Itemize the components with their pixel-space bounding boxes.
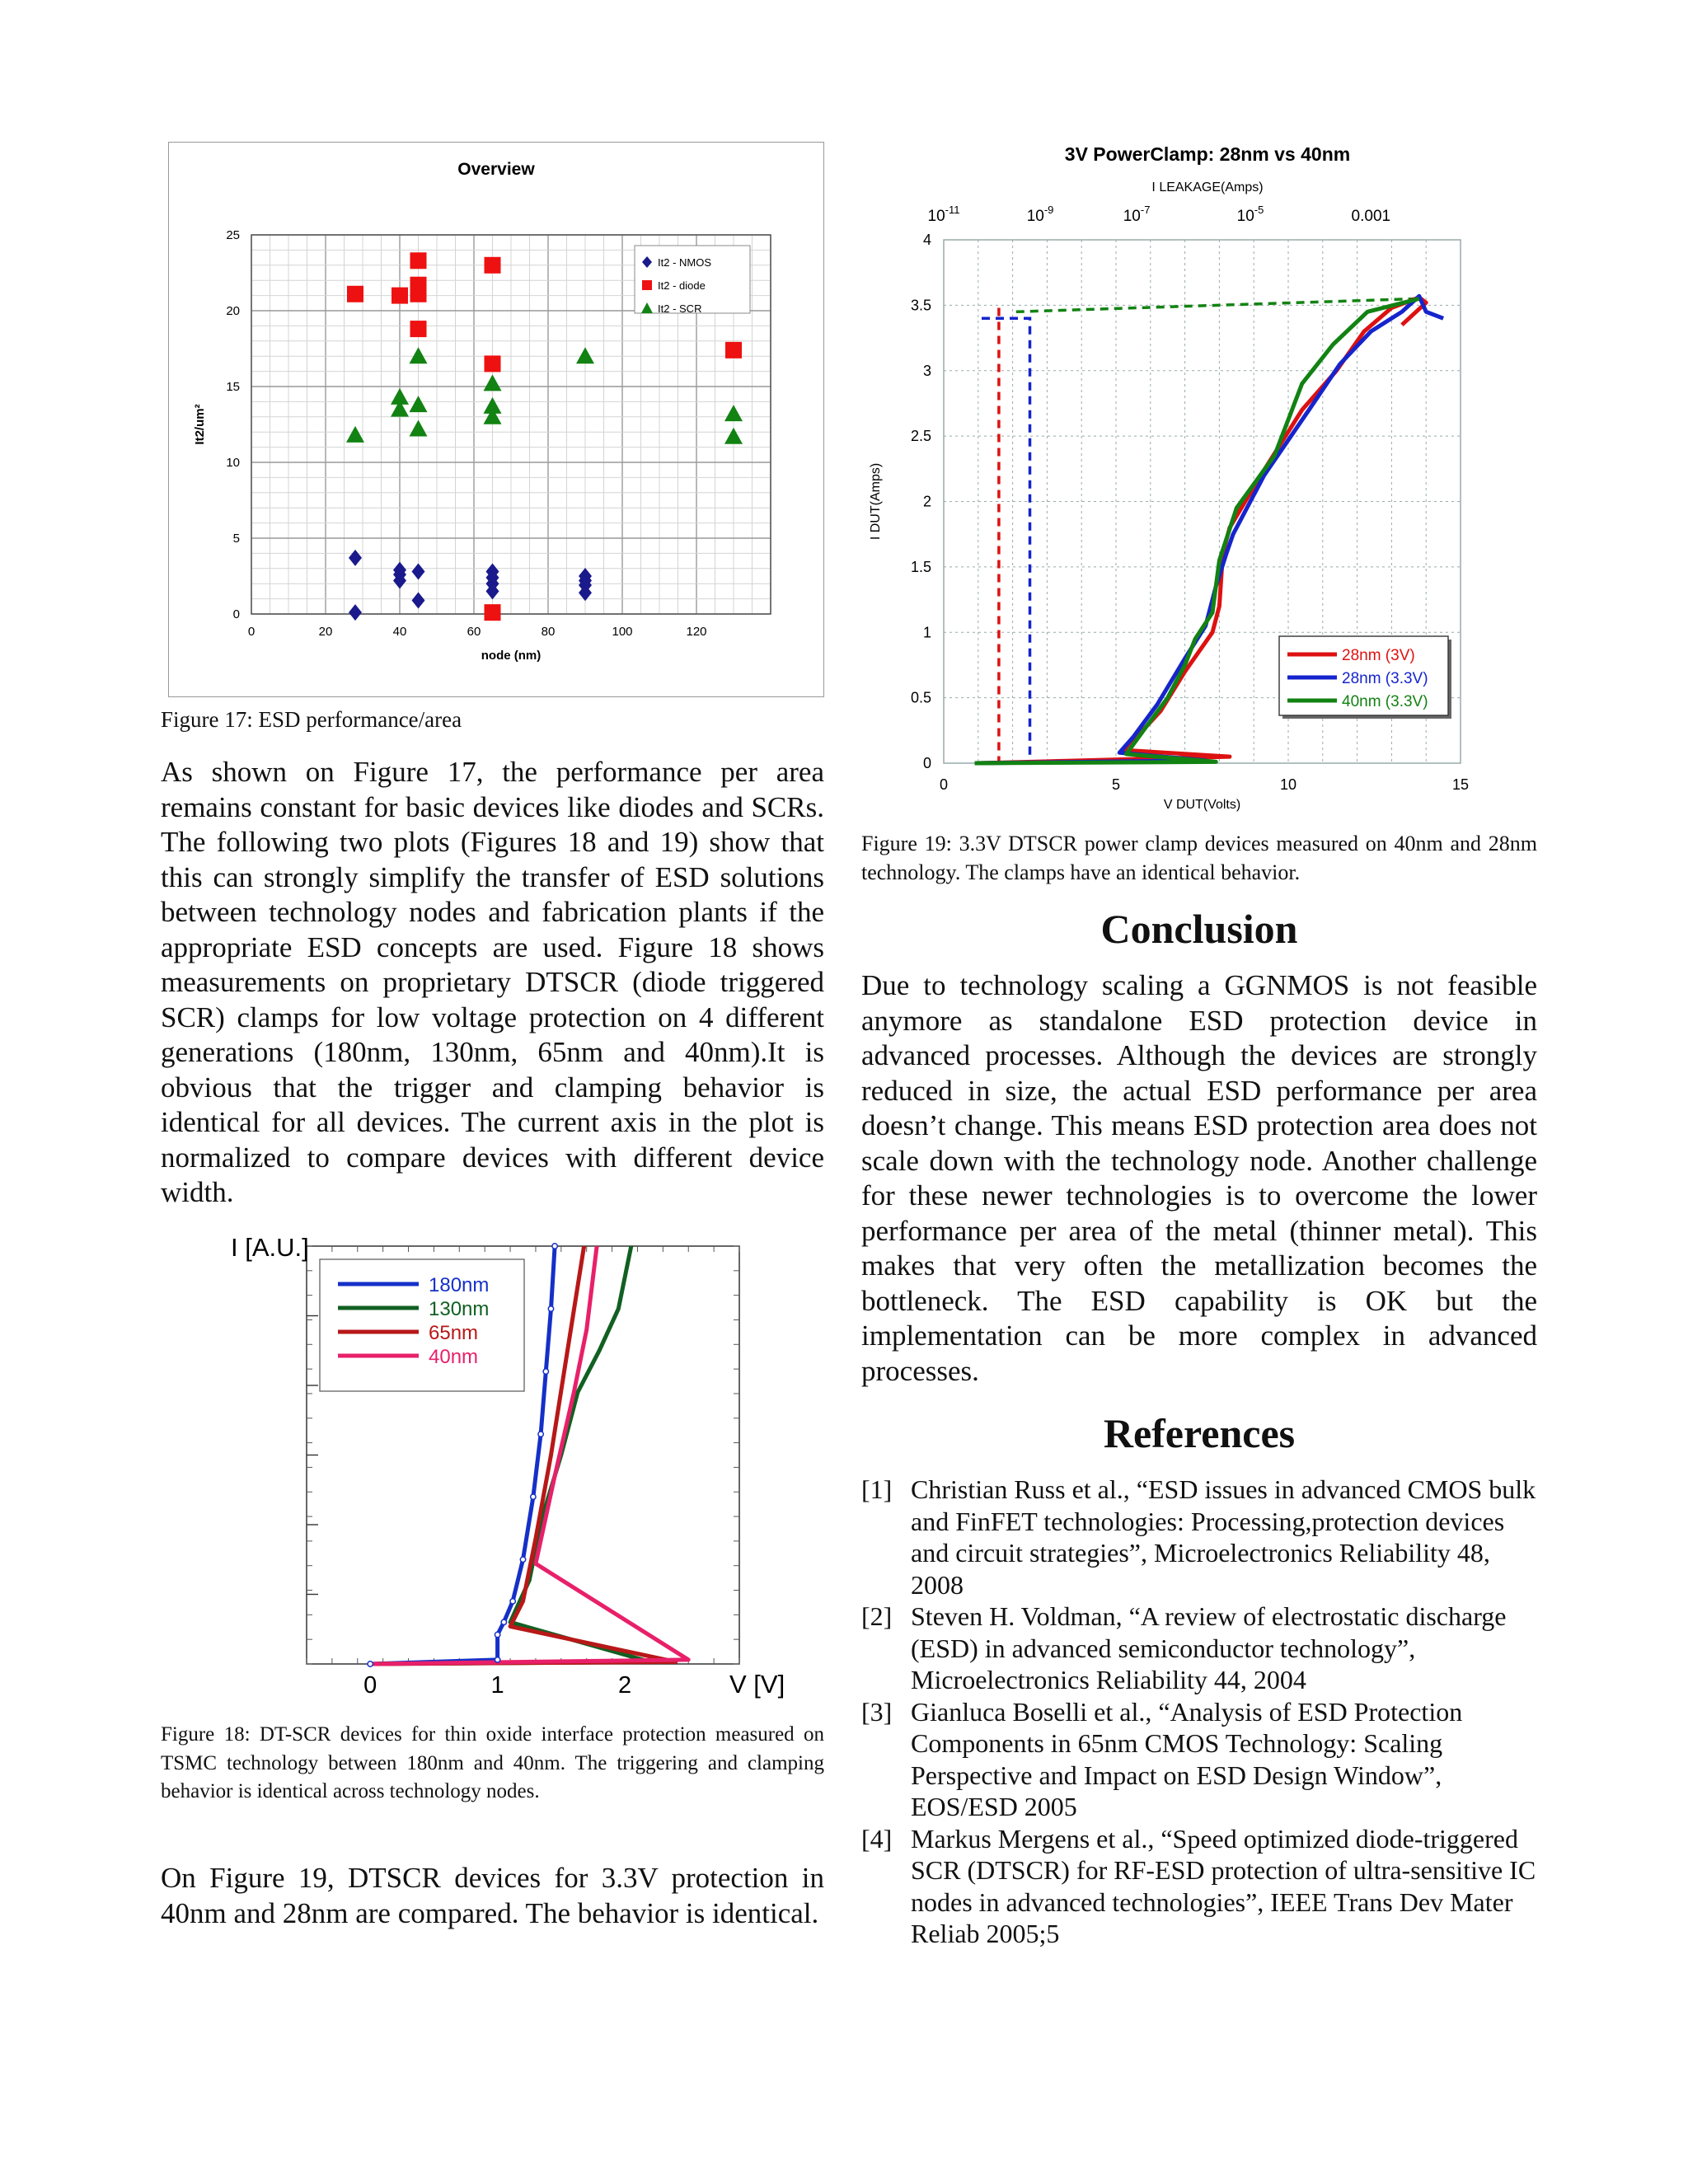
legend-label: 40nm (3.3V) [1342, 693, 1428, 710]
data-point-180nm [495, 1632, 499, 1637]
top-tick-label: $10^{-7}$ [1123, 204, 1151, 225]
figure-17-caption: Figure 17: ESD performance/area [161, 707, 462, 732]
x-tick-label: 1 [490, 1672, 504, 1699]
y-tick-label: 2.5 [910, 428, 931, 445]
scr-data-point [346, 426, 364, 443]
reference-text: Steven H. Voldman, “A review of electrostatic discharge (ESD) in advanced semiconductor technology”, Microelectronics Reliability 44, 2004 [911, 1601, 1507, 1694]
legend-label: 28nm (3V) [1342, 647, 1415, 664]
diode-data-point [485, 257, 501, 274]
y-tick-label: 20 [226, 304, 240, 318]
top-tick-label: 0.001 [1351, 208, 1391, 225]
reference-number: [2] [861, 1601, 893, 1631]
y-tick-label: 10 [226, 456, 240, 470]
y-tick-label: 5 [232, 532, 240, 546]
diode-data-point [392, 288, 408, 304]
data-point-180nm [495, 1657, 499, 1662]
chart-title: Overview [457, 160, 535, 179]
legend-label: 65nm [429, 1322, 479, 1344]
y-tick-label: 15 [226, 380, 240, 394]
diode-data-point [725, 342, 742, 359]
figure-19-chart [861, 137, 1488, 821]
legend-label: 130nm [429, 1298, 490, 1320]
figure-17-frame [168, 142, 824, 697]
nmos-data-point [412, 592, 425, 608]
y-tick-label: 0.5 [910, 689, 931, 706]
figure-18-caption: Figure 18: DT-SCR devices for thin oxide interface protection measured on TSMC technology between 180nm and 40nm. The triggering and clamping behavior is identical across technology nodes. [161, 1723, 824, 1802]
x-tick-label: 0 [939, 776, 949, 793]
data-point-180nm [531, 1494, 536, 1499]
y-tick-label: 3.5 [910, 297, 931, 314]
diode-data-point [485, 604, 501, 621]
diode-data-point [410, 286, 427, 302]
reference-number: [1] [861, 1474, 893, 1504]
reference-item [861, 1474, 1537, 1601]
legend-label: 180nm [429, 1274, 490, 1296]
legend-label: It2 - NMOS [658, 256, 712, 269]
data-point-180nm [548, 1306, 553, 1311]
scr-data-point [410, 420, 428, 437]
y-tick-label: 1 [922, 624, 931, 641]
conclusion-text: Due to technology scaling a GGNMOS is not feasible anymore as standalone ESD protection device in advanced processes. Although the devices are strongly reduced in size, the actual ESD performance per area doesn’t change. This means ESD protection area does not scale down with the technology node. Another challenge for these newer technologies is to overcome the lower performance per area of the metal (thinner metal). This makes that very often the metallization becomes the bottleneck. The ESD capability is OK but the implementation can be more complex in advanced processes. [861, 969, 1537, 1387]
diode-data-point [485, 355, 501, 372]
references-heading: References [1103, 1410, 1296, 1456]
figure-19-caption: Figure 19: 3.3V DTSCR power clamp devices measured on 40nm and 28nm technology. The clamps have an identical behavior. [861, 832, 1537, 884]
paragraph-figure-17-discussion: As shown on Figure 17, the performance per area remains constant for basic devices like diodes and SCRs. The following two plots (Figures 18 and 19) show that this can strongly simplify the transfer of ESD solutions between technology nodes and fabrication plants if the appropriate ESD concepts are used. Figure 18 shows measurements on proprietary DTSCR (diode triggered SCR) clamps for low voltage protection on 4 different generations (180nm, 130nm, 65nm and 40nm).It is obvious that the trigger and clamping behavior is identical for all devices. The current axis in the plot is normalized to compare devices with different device width. [161, 756, 824, 1208]
y-axis-label: I DUT(Amps) [869, 462, 883, 541]
data-point-180nm [510, 1599, 515, 1604]
y-axis-label: I [A.U.] [231, 1233, 309, 1262]
data-point-180nm [501, 1619, 506, 1624]
data-point-180nm [368, 1661, 373, 1666]
data-point-180nm [520, 1557, 525, 1562]
figure-18-chart [223, 1223, 785, 1701]
reference-text: Christian Russ et al., “ESD issues in advanced CMOS bulk and FinFET technologies: Processing,protection devices and circuit strategies”, Microelectronics Reliability 48, 2008 [911, 1474, 1536, 1600]
nmos-data-point [349, 550, 362, 566]
top-tick-label: $10^{-11}$ [927, 204, 960, 225]
y-tick-label: 4 [922, 232, 931, 248]
scr-data-point [410, 396, 428, 412]
x-tick-label: 40 [392, 625, 407, 639]
paragraph-figure-19-intro: On Figure 19, DTSCR devices for 3.3V protection in 40nm and 28nm are compared. The behavior is identical. [161, 1862, 824, 1929]
scr-data-point [724, 405, 743, 421]
x-tick-label: 80 [541, 625, 556, 639]
x-tick-label: 0 [363, 1672, 377, 1699]
data-point-180nm [543, 1369, 548, 1374]
legend-diode-marker [642, 280, 652, 290]
y-tick-label: 1.5 [910, 558, 931, 575]
x-tick-label: 0 [247, 625, 256, 639]
diode-data-point [347, 286, 363, 302]
top-axis-label: I LEAKAGE(Amps) [1151, 180, 1264, 194]
reference-text: Markus Mergens et al., “Speed optimized diode-triggered SCR (DTSCR) for RF-ESD protection of ultra-sensitive IC nodes in advanced technologies”, IEEE Trans Dev Mater Reliab 2005;5 [911, 1823, 1536, 1948]
reference-number: [3] [861, 1696, 893, 1727]
y-tick-label: 0 [232, 607, 240, 621]
figure-17-chart [169, 143, 823, 696]
reference-item [861, 1823, 1537, 1950]
data-point-180nm [552, 1244, 557, 1249]
scr-data-point [576, 347, 594, 363]
legend-label: It2 - diode [658, 279, 706, 292]
x-axis-label: node (nm) [481, 649, 542, 663]
x-tick-label: 20 [318, 625, 333, 639]
x-tick-label: 100 [612, 625, 633, 639]
legend-label: 28nm (3.3V) [1342, 670, 1428, 687]
reference-item [861, 1601, 1537, 1696]
x-tick-label: 120 [686, 625, 707, 639]
top-tick-label: $10^{-5}$ [1236, 204, 1264, 225]
x-tick-label: 15 [1451, 776, 1470, 793]
y-tick-label: 0 [922, 755, 931, 771]
data-point-180nm [538, 1432, 543, 1436]
y-tick-label: 3 [922, 362, 931, 379]
nmos-data-point [349, 604, 362, 621]
x-axis-label: V [V] [729, 1670, 785, 1699]
y-tick-label: 25 [226, 228, 240, 242]
diode-data-point [410, 252, 427, 269]
y-tick-label: 2 [922, 493, 931, 510]
scr-data-point [410, 347, 428, 363]
scr-data-point [724, 428, 743, 444]
reference-text: Gianluca Boselli et al., “Analysis of ESD Protection Components in 65nm CMOS Technology: Scaling Perspective and Impact on ESD Design Window”, EOS/ESD 2005 [911, 1696, 1463, 1821]
legend-label: It2 - SCR [658, 302, 702, 315]
diode-data-point [410, 321, 427, 337]
reference-item [861, 1696, 1537, 1823]
top-tick-label: $10^{-9}$ [1026, 204, 1054, 225]
x-tick-label: 10 [1279, 776, 1297, 793]
reference-number: [4] [861, 1823, 893, 1854]
legend-box [320, 1259, 524, 1391]
leakage-line-28nm (3.3V) [982, 318, 1030, 763]
scr-data-point [484, 374, 502, 391]
x-axis-label: V DUT(Volts) [1163, 798, 1241, 812]
references-list [861, 1474, 1537, 1950]
nmos-data-point [412, 563, 425, 579]
legend-label: 40nm [429, 1346, 479, 1368]
conclusion-heading: Conclusion [1100, 906, 1298, 952]
x-tick-label: 5 [1111, 776, 1121, 793]
x-tick-label: 60 [467, 625, 481, 639]
chart-title: 3V PowerClamp: 28nm vs 40nm [1064, 143, 1351, 165]
y-axis-label: It2/um² [193, 404, 207, 445]
x-tick-label: 2 [617, 1672, 632, 1699]
